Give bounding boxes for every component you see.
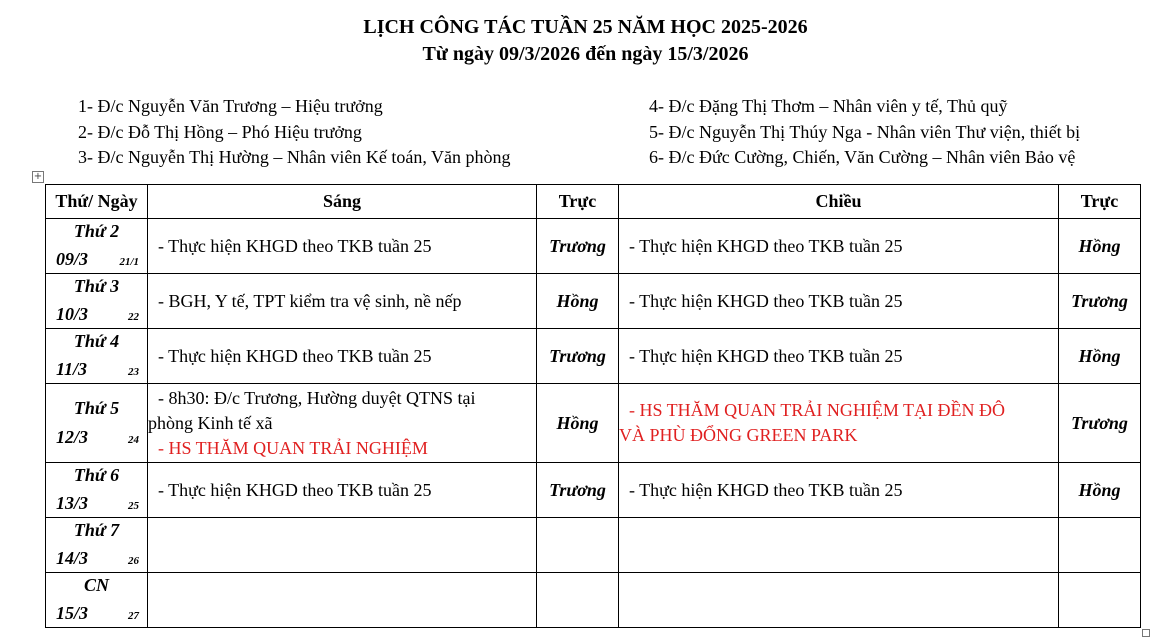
morning-duty[interactable]: Trương: [537, 219, 619, 274]
afternoon-activity[interactable]: - Thực hiện KHGD theo TKB tuần 25: [619, 219, 1059, 274]
day-name: CN: [83, 575, 109, 595]
header-afternoon-duty: Trực: [1059, 185, 1141, 219]
day-date: 12/3: [56, 427, 89, 447]
afternoon-field-trip-line: VÀ PHÙ ĐỔNG GREEN PARK: [619, 425, 858, 445]
table-move-icon[interactable]: +: [33, 171, 43, 182]
morning-activity[interactable]: - BGH, Y tế, TPT kiểm tra vệ sinh, nề nếp: [148, 274, 537, 329]
staff-list-right: [649, 94, 1080, 171]
morning-activity-line: phòng Kinh tế xã: [148, 412, 273, 433]
afternoon-duty[interactable]: Hồng: [1059, 463, 1141, 518]
morning-activity-line: - 8h30: Đ/c Trương, Hường duyệt QTNS tại: [158, 387, 476, 408]
morning-activity[interactable]: - Thực hiện KHGD theo TKB tuần 25: [148, 463, 537, 518]
morning-field-trip: - HS THĂM QUAN TRẢI NGHIỆM: [158, 437, 428, 458]
day-number: 21/1: [119, 256, 139, 268]
header-morning-duty: Trực: [537, 185, 619, 219]
day-date: 15/3: [56, 603, 89, 623]
table-row: [46, 329, 1141, 384]
afternoon-duty[interactable]: [1059, 573, 1141, 628]
day-date: 14/3: [56, 548, 89, 568]
day-cell: [46, 329, 148, 384]
afternoon-activity[interactable]: [619, 518, 1059, 573]
morning-duty[interactable]: [537, 518, 619, 573]
staff-item: 3- Đ/c Nguyễn Thị Hường – Nhân viên Kế toán, Văn phòng: [78, 147, 511, 167]
day-number: 26: [128, 555, 139, 567]
header-morning: Sáng: [148, 185, 537, 219]
afternoon-activity[interactable]: [619, 384, 1059, 463]
staff-item: 6- Đ/c Đức Cường, Chiến, Văn Cường – Nhân viên Bảo vệ: [649, 147, 1076, 167]
afternoon-duty[interactable]: Hồng: [1059, 329, 1141, 384]
document-title: [0, 14, 1171, 68]
day-cell: [46, 463, 148, 518]
day-cell: [46, 384, 148, 463]
morning-activity[interactable]: [148, 518, 537, 573]
table-row: [46, 274, 1141, 329]
table-row: [46, 384, 1141, 463]
staff-item: 2- Đ/c Đỗ Thị Hồng – Phó Hiệu trưởng: [78, 121, 362, 142]
header-day: Thứ/ Ngày: [46, 185, 148, 219]
staff-item: 1- Đ/c Nguyễn Văn Trương – Hiệu trưởng: [78, 96, 383, 116]
morning-activity[interactable]: - Thực hiện KHGD theo TKB tuần 25: [148, 329, 537, 384]
day-cell: [46, 219, 148, 274]
day-name: Thứ 7: [73, 520, 120, 540]
afternoon-activity[interactable]: - Thực hiện KHGD theo TKB tuần 25: [619, 463, 1059, 518]
day-number: 22: [128, 311, 139, 323]
staff-item: 4- Đ/c Đặng Thị Thơm – Nhân viên y tế, Thủ quỹ: [649, 96, 1008, 116]
day-cell: [46, 573, 148, 628]
schedule-title: LỊCH CÔNG TÁC TUẦN 25 NĂM HỌC 2025-2026: [363, 16, 808, 38]
day-date: 13/3: [56, 493, 89, 513]
staff-item: 5- Đ/c Nguyễn Thị Thúy Nga - Nhân viên Thư viện, thiết bị: [649, 121, 1081, 142]
morning-duty[interactable]: Hồng: [537, 384, 619, 463]
day-name: Thứ 5: [73, 398, 120, 418]
afternoon-activity[interactable]: - Thực hiện KHGD theo TKB tuần 25: [619, 329, 1059, 384]
day-number: 27: [128, 610, 139, 622]
staff-list-left: [78, 94, 511, 171]
day-name: Thứ 6: [73, 465, 120, 485]
schedule-table: [45, 184, 1141, 628]
afternoon-duty[interactable]: Trương: [1059, 274, 1141, 329]
morning-duty[interactable]: Hồng: [537, 274, 619, 329]
day-number: 24: [128, 434, 139, 446]
afternoon-duty[interactable]: [1059, 518, 1141, 573]
table-row: [46, 463, 1141, 518]
day-name: Thứ 3: [73, 276, 120, 296]
afternoon-field-trip-line: - HS THĂM QUAN TRẢI NGHIỆM TẠI ĐỀN ĐÔ: [629, 400, 1005, 420]
table-row: [46, 219, 1141, 274]
afternoon-duty[interactable]: Hồng: [1059, 219, 1141, 274]
afternoon-activity[interactable]: [619, 573, 1059, 628]
table-row: [46, 518, 1141, 573]
day-number: 25: [128, 500, 139, 512]
day-date: 11/3: [56, 359, 88, 379]
table-header-row: [46, 185, 1141, 219]
day-cell: [46, 274, 148, 329]
morning-activity[interactable]: [148, 384, 537, 463]
header-afternoon: Chiều: [619, 185, 1059, 219]
morning-duty[interactable]: Trương: [537, 329, 619, 384]
afternoon-activity[interactable]: - Thực hiện KHGD theo TKB tuần 25: [619, 274, 1059, 329]
table-row: [46, 573, 1141, 628]
schedule-date-range: Từ ngày 09/3/2026 đến ngày 15/3/2026: [422, 43, 749, 65]
day-date: 09/3: [56, 249, 89, 269]
day-number: 23: [128, 366, 139, 378]
morning-duty[interactable]: Trương: [537, 463, 619, 518]
table-resize-icon[interactable]: [1142, 629, 1150, 637]
morning-duty[interactable]: [537, 573, 619, 628]
day-name: Thứ 2: [73, 221, 120, 241]
day-name: Thứ 4: [73, 331, 120, 351]
afternoon-duty[interactable]: Trương: [1059, 384, 1141, 463]
morning-activity[interactable]: [148, 573, 537, 628]
day-cell: [46, 518, 148, 573]
morning-activity[interactable]: - Thực hiện KHGD theo TKB tuần 25: [148, 219, 537, 274]
day-date: 10/3: [56, 304, 89, 324]
